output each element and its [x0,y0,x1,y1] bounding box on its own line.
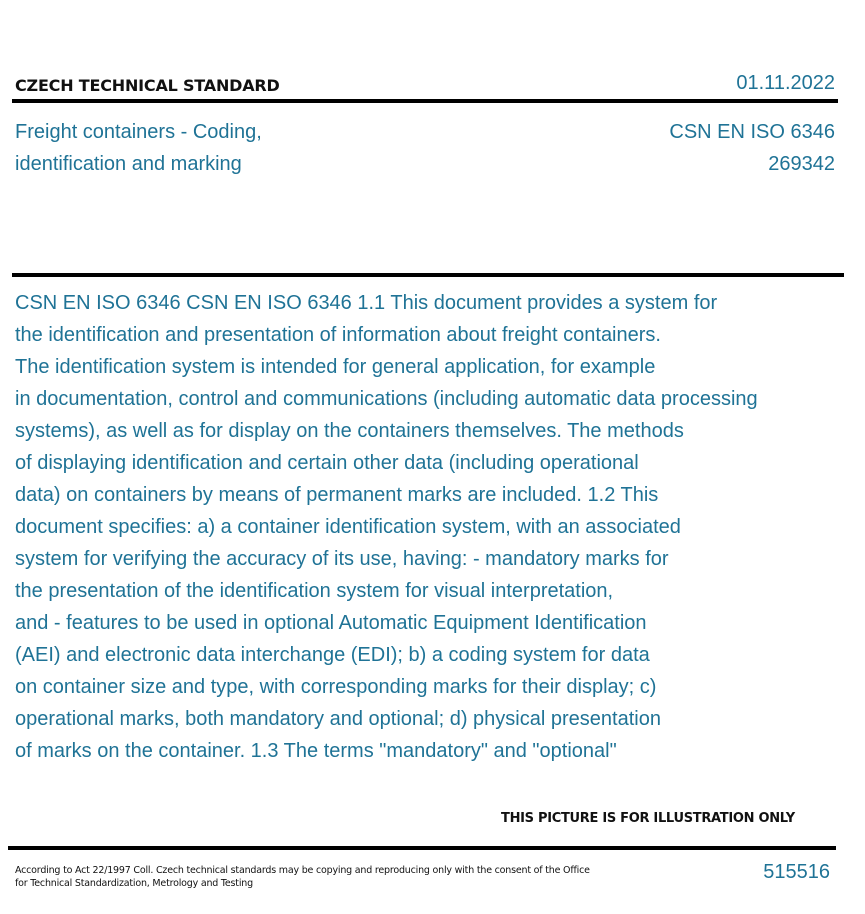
abstract-line: data) on containers by means of permanent marks are included. 1.2 This [15,484,659,506]
document-number: 515516 [763,861,830,883]
footer-divider [8,846,836,850]
legal-notice-line: According to Act 22/1997 Coll. Czech technical standards may be copying and reproducing only with the consent of the Office [15,865,590,876]
header-divider [12,99,838,103]
standard-type-label: CZECH TECHNICAL STANDARD [15,76,280,95]
document-abstract [15,287,825,767]
abstract-line: on container size and type, with corresponding marks for their display; c) [15,676,657,698]
abstract-line: (AEI) and electronic data interchange (EDI); b) a coding system for data [15,644,650,666]
standard-code: CSN EN ISO 6346 [669,121,835,143]
abstract-line: system for verifying the accuracy of its use, having: - mandatory marks for [15,548,669,570]
abstract-line: of marks on the container. 1.3 The terms "mandatory" and "optional" [15,740,617,762]
legal-notice-line: for Technical Standardization, Metrology and Testing [15,878,253,889]
abstract-line: in documentation, control and communications (including automatic data processing [15,388,758,410]
abstract-line: the identification and presentation of information about freight containers. [15,324,661,346]
legal-notice [15,864,615,890]
abstract-line: systems), as well as for display on the containers themselves. The methods [15,420,684,442]
title-line: identification and marking [15,153,242,175]
catalog-number: 269342 [768,153,835,175]
abstract-line: the presentation of the identification system for visual interpretation, [15,580,614,602]
abstract-line: and - features to be used in optional Automatic Equipment Identification [15,612,647,634]
title-line: Freight containers - Coding, [15,121,262,143]
standard-codes [669,116,835,180]
abstract-line: of displaying identification and certain other data (including operational [15,452,639,474]
title-divider [12,273,844,277]
abstract-line: CSN EN ISO 6346 CSN EN ISO 6346 1.1 This document provides a system for [15,292,718,314]
publication-date: 01.11.2022 [736,72,835,94]
document-title [15,116,262,180]
illustration-disclaimer: THIS PICTURE IS FOR ILLUSTRATION ONLY [501,811,795,826]
abstract-line: document specifies: a) a container identification system, with an associated [15,516,681,538]
abstract-line: The identification system is intended for general application, for example [15,356,656,378]
abstract-line: operational marks, both mandatory and optional; d) physical presentation [15,708,661,730]
